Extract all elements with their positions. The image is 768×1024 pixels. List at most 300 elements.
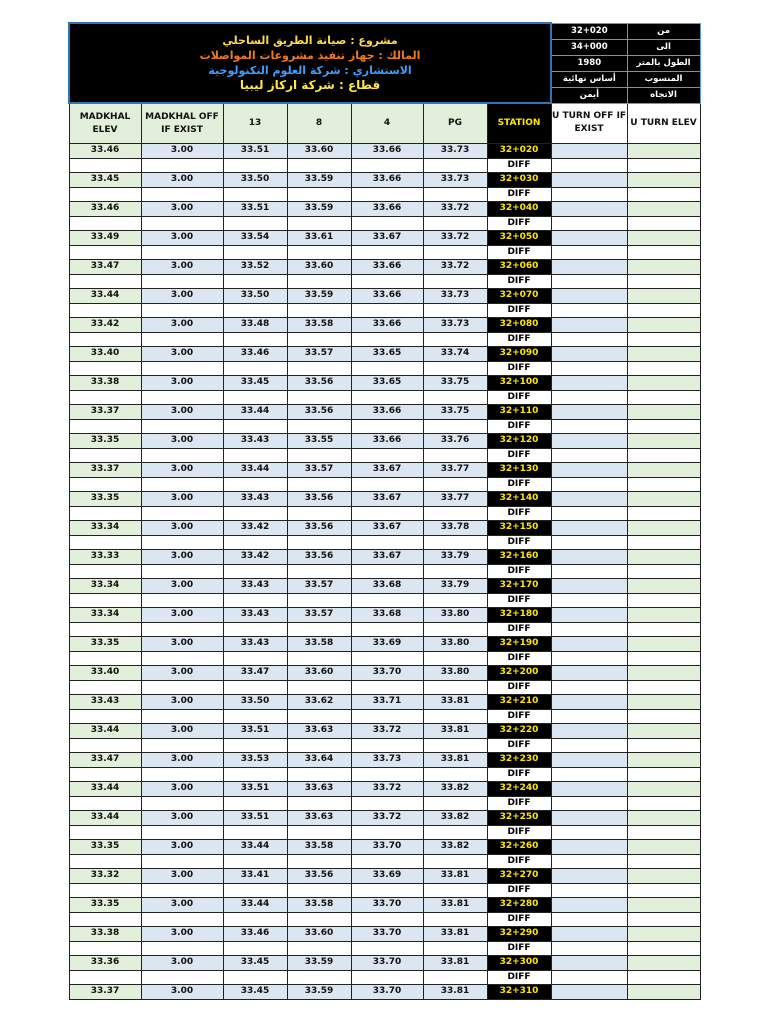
diff-cell[interactable] (287, 970, 351, 985)
cell-4[interactable]: 33.71 (351, 695, 423, 710)
cell-uturn-elev[interactable] (627, 318, 700, 333)
cell-station[interactable]: 32+020 (487, 144, 551, 159)
cell-madkhal-elev[interactable]: 33.40 (69, 347, 141, 362)
diff-cell[interactable] (141, 419, 223, 434)
cell-uturn-elev[interactable] (627, 376, 700, 391)
cell-pg[interactable]: 33.79 (423, 550, 487, 565)
cell-uturn-off[interactable] (551, 869, 627, 884)
diff-cell[interactable] (423, 680, 487, 695)
cell-pg[interactable]: 33.81 (423, 927, 487, 942)
diff-cell[interactable] (223, 216, 287, 231)
cell-madkhal-off[interactable]: 3.00 (141, 521, 223, 536)
diff-cell[interactable] (351, 187, 423, 202)
cell-uturn-elev[interactable] (627, 202, 700, 217)
diff-label[interactable]: DIFF (487, 709, 551, 724)
cell-madkhal-elev[interactable]: 33.32 (69, 869, 141, 884)
cell-station[interactable]: 32+270 (487, 869, 551, 884)
diff-cell[interactable] (351, 361, 423, 376)
diff-label[interactable]: DIFF (487, 158, 551, 173)
diff-cell[interactable] (141, 622, 223, 637)
diff-cell[interactable] (351, 216, 423, 231)
cell-madkhal-elev[interactable]: 33.38 (69, 376, 141, 391)
diff-cell[interactable] (423, 187, 487, 202)
cell-station[interactable]: 32+060 (487, 260, 551, 275)
diff-cell[interactable] (223, 651, 287, 666)
cell-madkhal-elev[interactable]: 33.44 (69, 289, 141, 304)
cell-station[interactable]: 32+120 (487, 434, 551, 449)
cell-station[interactable]: 32+250 (487, 811, 551, 826)
diff-cell[interactable] (627, 680, 700, 695)
cell-4[interactable]: 33.66 (351, 289, 423, 304)
diff-cell[interactable] (627, 448, 700, 463)
diff-cell[interactable] (423, 158, 487, 173)
cell-pg[interactable]: 33.72 (423, 202, 487, 217)
cell-madkhal-elev[interactable]: 33.38 (69, 927, 141, 942)
cell-uturn-off[interactable] (551, 608, 627, 623)
diff-cell[interactable] (287, 767, 351, 782)
diff-cell[interactable] (287, 216, 351, 231)
diff-cell[interactable] (69, 825, 141, 840)
diff-cell[interactable] (551, 216, 627, 231)
cell-13[interactable]: 33.51 (223, 782, 287, 797)
diff-cell[interactable] (351, 854, 423, 869)
cell-13[interactable]: 33.47 (223, 666, 287, 681)
cell-station[interactable]: 32+290 (487, 927, 551, 942)
diff-cell[interactable] (223, 680, 287, 695)
diff-cell[interactable] (627, 245, 700, 260)
diff-cell[interactable] (423, 419, 487, 434)
cell-station[interactable]: 32+110 (487, 405, 551, 420)
info-value-from[interactable]: 32+020 (551, 23, 627, 39)
cell-4[interactable]: 33.70 (351, 898, 423, 913)
cell-8[interactable]: 33.57 (287, 579, 351, 594)
cell-uturn-elev[interactable] (627, 956, 700, 971)
diff-cell[interactable] (69, 216, 141, 231)
diff-cell[interactable] (627, 912, 700, 927)
cell-madkhal-off[interactable]: 3.00 (141, 724, 223, 739)
cell-4[interactable]: 33.66 (351, 260, 423, 275)
cell-4[interactable]: 33.66 (351, 405, 423, 420)
diff-cell[interactable] (551, 854, 627, 869)
cell-13[interactable]: 33.45 (223, 985, 287, 1000)
diff-cell[interactable] (287, 593, 351, 608)
diff-cell[interactable] (287, 187, 351, 202)
cell-station[interactable]: 32+300 (487, 956, 551, 971)
diff-cell[interactable] (287, 506, 351, 521)
cell-uturn-off[interactable] (551, 898, 627, 913)
cell-8[interactable]: 33.57 (287, 608, 351, 623)
diff-cell[interactable] (551, 796, 627, 811)
cell-pg[interactable]: 33.72 (423, 260, 487, 275)
cell-pg[interactable]: 33.79 (423, 579, 487, 594)
diff-cell[interactable] (627, 738, 700, 753)
info-value-level[interactable]: أساس نهائية (551, 71, 627, 87)
cell-uturn-elev[interactable] (627, 289, 700, 304)
cell-8[interactable]: 33.62 (287, 695, 351, 710)
diff-cell[interactable] (423, 883, 487, 898)
diff-cell[interactable] (69, 477, 141, 492)
diff-cell[interactable] (627, 535, 700, 550)
diff-cell[interactable] (423, 303, 487, 318)
diff-cell[interactable] (551, 593, 627, 608)
info-value-direction[interactable]: أيمن (551, 87, 627, 103)
diff-cell[interactable] (351, 448, 423, 463)
cell-8[interactable]: 33.56 (287, 521, 351, 536)
diff-cell[interactable] (423, 709, 487, 724)
cell-8[interactable]: 33.61 (287, 231, 351, 246)
cell-uturn-elev[interactable] (627, 898, 700, 913)
diff-cell[interactable] (351, 912, 423, 927)
cell-8[interactable]: 33.59 (287, 173, 351, 188)
diff-cell[interactable] (69, 361, 141, 376)
cell-madkhal-off[interactable]: 3.00 (141, 840, 223, 855)
diff-cell[interactable] (223, 912, 287, 927)
cell-8[interactable]: 33.58 (287, 840, 351, 855)
diff-cell[interactable] (223, 535, 287, 550)
cell-4[interactable]: 33.72 (351, 782, 423, 797)
diff-cell[interactable] (69, 274, 141, 289)
diff-cell[interactable] (551, 564, 627, 579)
diff-cell[interactable] (223, 738, 287, 753)
cell-pg[interactable]: 33.82 (423, 811, 487, 826)
cell-8[interactable]: 33.63 (287, 724, 351, 739)
cell-madkhal-off[interactable]: 3.00 (141, 463, 223, 478)
diff-cell[interactable] (627, 593, 700, 608)
cell-uturn-off[interactable] (551, 927, 627, 942)
diff-cell[interactable] (287, 390, 351, 405)
diff-label[interactable]: DIFF (487, 622, 551, 637)
diff-cell[interactable] (223, 593, 287, 608)
diff-cell[interactable] (141, 738, 223, 753)
diff-cell[interactable] (141, 535, 223, 550)
diff-cell[interactable] (223, 883, 287, 898)
diff-cell[interactable] (627, 187, 700, 202)
diff-cell[interactable] (351, 738, 423, 753)
diff-cell[interactable] (287, 912, 351, 927)
diff-cell[interactable] (141, 796, 223, 811)
cell-madkhal-off[interactable]: 3.00 (141, 608, 223, 623)
diff-cell[interactable] (223, 622, 287, 637)
cell-8[interactable]: 33.56 (287, 405, 351, 420)
diff-cell[interactable] (351, 245, 423, 260)
diff-cell[interactable] (287, 158, 351, 173)
cell-8[interactable]: 33.60 (287, 144, 351, 159)
cell-13[interactable]: 33.53 (223, 753, 287, 768)
diff-cell[interactable] (287, 854, 351, 869)
diff-label[interactable]: DIFF (487, 274, 551, 289)
cell-madkhal-elev[interactable]: 33.40 (69, 666, 141, 681)
diff-cell[interactable] (69, 593, 141, 608)
cell-pg[interactable]: 33.73 (423, 318, 487, 333)
diff-cell[interactable] (287, 245, 351, 260)
cell-pg[interactable]: 33.72 (423, 231, 487, 246)
diff-cell[interactable] (223, 709, 287, 724)
cell-station[interactable]: 32+080 (487, 318, 551, 333)
info-value-to[interactable]: 34+000 (551, 39, 627, 55)
diff-cell[interactable] (627, 970, 700, 985)
diff-cell[interactable] (69, 506, 141, 521)
diff-cell[interactable] (351, 332, 423, 347)
cell-pg[interactable]: 33.73 (423, 144, 487, 159)
cell-station[interactable]: 32+260 (487, 840, 551, 855)
cell-madkhal-elev[interactable]: 33.35 (69, 492, 141, 507)
diff-cell[interactable] (141, 767, 223, 782)
cell-4[interactable]: 33.66 (351, 318, 423, 333)
cell-station[interactable]: 32+100 (487, 376, 551, 391)
diff-label[interactable]: DIFF (487, 796, 551, 811)
diff-cell[interactable] (69, 419, 141, 434)
cell-13[interactable]: 33.44 (223, 898, 287, 913)
diff-cell[interactable] (351, 564, 423, 579)
diff-cell[interactable] (423, 622, 487, 637)
diff-cell[interactable] (423, 738, 487, 753)
diff-cell[interactable] (551, 303, 627, 318)
cell-13[interactable]: 33.43 (223, 637, 287, 652)
diff-cell[interactable] (551, 506, 627, 521)
cell-uturn-elev[interactable] (627, 550, 700, 565)
diff-cell[interactable] (69, 622, 141, 637)
diff-cell[interactable] (287, 477, 351, 492)
diff-label[interactable]: DIFF (487, 216, 551, 231)
diff-cell[interactable] (423, 216, 487, 231)
diff-cell[interactable] (69, 390, 141, 405)
cell-uturn-off[interactable] (551, 405, 627, 420)
diff-label[interactable]: DIFF (487, 593, 551, 608)
diff-cell[interactable] (551, 883, 627, 898)
cell-4[interactable]: 33.67 (351, 492, 423, 507)
diff-cell[interactable] (423, 825, 487, 840)
cell-uturn-off[interactable] (551, 666, 627, 681)
diff-cell[interactable] (69, 738, 141, 753)
cell-13[interactable]: 33.45 (223, 376, 287, 391)
cell-station[interactable]: 32+090 (487, 347, 551, 362)
diff-cell[interactable] (141, 506, 223, 521)
cell-madkhal-off[interactable]: 3.00 (141, 405, 223, 420)
diff-cell[interactable] (223, 390, 287, 405)
diff-cell[interactable] (141, 332, 223, 347)
cell-uturn-off[interactable] (551, 260, 627, 275)
cell-13[interactable]: 33.46 (223, 347, 287, 362)
diff-cell[interactable] (69, 767, 141, 782)
diff-label[interactable]: DIFF (487, 361, 551, 376)
cell-station[interactable]: 32+130 (487, 463, 551, 478)
cell-uturn-elev[interactable] (627, 869, 700, 884)
diff-label[interactable]: DIFF (487, 854, 551, 869)
cell-madkhal-off[interactable]: 3.00 (141, 666, 223, 681)
diff-cell[interactable] (223, 448, 287, 463)
cell-madkhal-elev[interactable]: 33.35 (69, 898, 141, 913)
cell-uturn-elev[interactable] (627, 492, 700, 507)
cell-4[interactable]: 33.70 (351, 927, 423, 942)
diff-cell[interactable] (551, 245, 627, 260)
diff-cell[interactable] (141, 883, 223, 898)
cell-uturn-elev[interactable] (627, 637, 700, 652)
diff-cell[interactable] (69, 564, 141, 579)
cell-station[interactable]: 32+220 (487, 724, 551, 739)
diff-cell[interactable] (287, 738, 351, 753)
cell-4[interactable]: 33.72 (351, 811, 423, 826)
cell-uturn-elev[interactable] (627, 347, 700, 362)
cell-madkhal-off[interactable]: 3.00 (141, 347, 223, 362)
diff-cell[interactable] (351, 419, 423, 434)
cell-madkhal-elev[interactable]: 33.35 (69, 637, 141, 652)
cell-uturn-off[interactable] (551, 985, 627, 1000)
cell-uturn-off[interactable] (551, 782, 627, 797)
cell-madkhal-elev[interactable]: 33.35 (69, 840, 141, 855)
cell-4[interactable]: 33.68 (351, 608, 423, 623)
diff-label[interactable]: DIFF (487, 187, 551, 202)
diff-cell[interactable] (287, 709, 351, 724)
cell-4[interactable]: 33.70 (351, 666, 423, 681)
cell-pg[interactable]: 33.81 (423, 753, 487, 768)
diff-label[interactable]: DIFF (487, 506, 551, 521)
cell-madkhal-off[interactable]: 3.00 (141, 927, 223, 942)
cell-13[interactable]: 33.43 (223, 579, 287, 594)
cell-13[interactable]: 33.45 (223, 956, 287, 971)
diff-cell[interactable] (351, 274, 423, 289)
cell-pg[interactable]: 33.82 (423, 840, 487, 855)
diff-cell[interactable] (141, 448, 223, 463)
diff-cell[interactable] (551, 912, 627, 927)
diff-cell[interactable] (551, 187, 627, 202)
cell-13[interactable]: 33.41 (223, 869, 287, 884)
diff-cell[interactable] (423, 245, 487, 260)
diff-cell[interactable] (627, 158, 700, 173)
diff-cell[interactable] (223, 767, 287, 782)
diff-cell[interactable] (141, 477, 223, 492)
diff-label[interactable]: DIFF (487, 390, 551, 405)
cell-pg[interactable]: 33.81 (423, 695, 487, 710)
diff-cell[interactable] (551, 709, 627, 724)
cell-madkhal-off[interactable]: 3.00 (141, 144, 223, 159)
cell-uturn-elev[interactable] (627, 260, 700, 275)
cell-uturn-elev[interactable] (627, 173, 700, 188)
cell-station[interactable]: 32+230 (487, 753, 551, 768)
cell-madkhal-off[interactable]: 3.00 (141, 898, 223, 913)
diff-cell[interactable] (351, 709, 423, 724)
diff-cell[interactable] (627, 216, 700, 231)
diff-cell[interactable] (223, 941, 287, 956)
cell-uturn-elev[interactable] (627, 811, 700, 826)
cell-uturn-elev[interactable] (627, 521, 700, 536)
diff-cell[interactable] (223, 419, 287, 434)
diff-cell[interactable] (351, 593, 423, 608)
diff-cell[interactable] (69, 854, 141, 869)
cell-13[interactable]: 33.50 (223, 695, 287, 710)
diff-cell[interactable] (69, 158, 141, 173)
cell-station[interactable]: 32+040 (487, 202, 551, 217)
diff-cell[interactable] (141, 970, 223, 985)
diff-cell[interactable] (627, 941, 700, 956)
diff-cell[interactable] (287, 564, 351, 579)
diff-cell[interactable] (423, 390, 487, 405)
cell-8[interactable]: 33.60 (287, 927, 351, 942)
cell-uturn-elev[interactable] (627, 724, 700, 739)
diff-cell[interactable] (551, 158, 627, 173)
diff-cell[interactable] (69, 709, 141, 724)
cell-13[interactable]: 33.43 (223, 608, 287, 623)
diff-cell[interactable] (223, 564, 287, 579)
cell-uturn-off[interactable] (551, 724, 627, 739)
cell-8[interactable]: 33.57 (287, 463, 351, 478)
diff-cell[interactable] (351, 390, 423, 405)
cell-8[interactable]: 33.56 (287, 492, 351, 507)
diff-cell[interactable] (423, 448, 487, 463)
diff-cell[interactable] (69, 303, 141, 318)
cell-uturn-off[interactable] (551, 956, 627, 971)
cell-4[interactable]: 33.67 (351, 463, 423, 478)
cell-13[interactable]: 33.44 (223, 463, 287, 478)
cell-13[interactable]: 33.43 (223, 492, 287, 507)
diff-cell[interactable] (141, 709, 223, 724)
cell-13[interactable]: 33.48 (223, 318, 287, 333)
diff-cell[interactable] (627, 622, 700, 637)
diff-cell[interactable] (287, 825, 351, 840)
diff-cell[interactable] (141, 651, 223, 666)
info-value-length[interactable]: 1980 (551, 55, 627, 71)
diff-cell[interactable] (627, 825, 700, 840)
cell-madkhal-off[interactable]: 3.00 (141, 434, 223, 449)
diff-cell[interactable] (627, 767, 700, 782)
cell-madkhal-off[interactable]: 3.00 (141, 173, 223, 188)
diff-cell[interactable] (141, 274, 223, 289)
cell-13[interactable]: 33.44 (223, 405, 287, 420)
diff-cell[interactable] (423, 941, 487, 956)
diff-cell[interactable] (351, 622, 423, 637)
cell-uturn-elev[interactable] (627, 231, 700, 246)
cell-uturn-off[interactable] (551, 347, 627, 362)
cell-pg[interactable]: 33.78 (423, 521, 487, 536)
cell-uturn-off[interactable] (551, 318, 627, 333)
cell-4[interactable]: 33.69 (351, 869, 423, 884)
diff-label[interactable]: DIFF (487, 564, 551, 579)
cell-madkhal-elev[interactable]: 33.33 (69, 550, 141, 565)
cell-madkhal-elev[interactable]: 33.47 (69, 260, 141, 275)
cell-pg[interactable]: 33.82 (423, 782, 487, 797)
diff-label[interactable]: DIFF (487, 941, 551, 956)
cell-madkhal-elev[interactable]: 33.44 (69, 724, 141, 739)
diff-cell[interactable] (351, 941, 423, 956)
cell-pg[interactable]: 33.77 (423, 492, 487, 507)
diff-cell[interactable] (69, 535, 141, 550)
cell-uturn-elev[interactable] (627, 985, 700, 1000)
cell-4[interactable]: 33.66 (351, 434, 423, 449)
cell-station[interactable]: 32+240 (487, 782, 551, 797)
diff-cell[interactable] (287, 361, 351, 376)
cell-4[interactable]: 33.72 (351, 724, 423, 739)
diff-cell[interactable] (551, 622, 627, 637)
cell-8[interactable]: 33.58 (287, 637, 351, 652)
cell-uturn-off[interactable] (551, 492, 627, 507)
diff-cell[interactable] (423, 535, 487, 550)
cell-13[interactable]: 33.51 (223, 724, 287, 739)
diff-cell[interactable] (627, 883, 700, 898)
cell-uturn-off[interactable] (551, 550, 627, 565)
diff-cell[interactable] (423, 477, 487, 492)
diff-label[interactable]: DIFF (487, 825, 551, 840)
cell-8[interactable]: 33.59 (287, 289, 351, 304)
cell-4[interactable]: 33.73 (351, 753, 423, 768)
cell-13[interactable]: 33.52 (223, 260, 287, 275)
diff-label[interactable]: DIFF (487, 332, 551, 347)
cell-pg[interactable]: 33.80 (423, 637, 487, 652)
cell-madkhal-elev[interactable]: 33.47 (69, 753, 141, 768)
cell-4[interactable]: 33.70 (351, 985, 423, 1000)
cell-madkhal-elev[interactable]: 33.49 (69, 231, 141, 246)
cell-madkhal-off[interactable]: 3.00 (141, 318, 223, 333)
cell-madkhal-off[interactable]: 3.00 (141, 289, 223, 304)
diff-cell[interactable] (69, 448, 141, 463)
